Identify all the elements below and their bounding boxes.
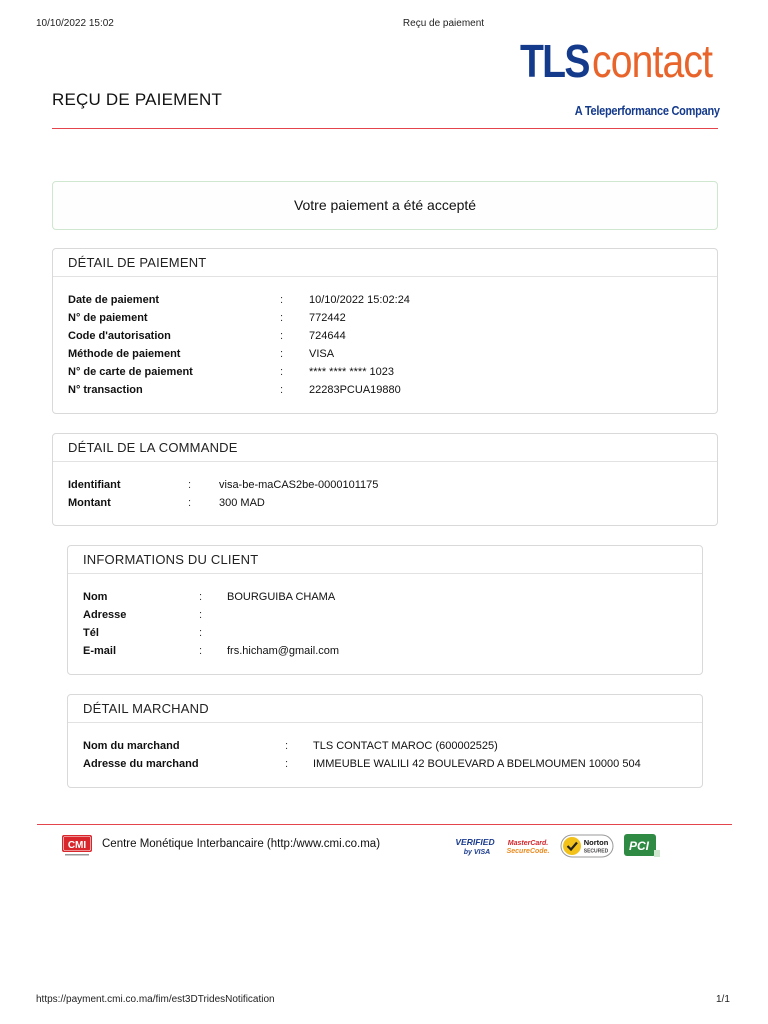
mastercard-securecode-badge [506, 832, 550, 860]
logo-tagline: A Teleperformance Company [574, 104, 720, 118]
payment-row-date [68, 292, 708, 308]
row-value: 10/10/2022 15:02:24 [309, 294, 410, 306]
logo-tls-text: TLS [520, 35, 589, 87]
pci-badge [623, 832, 661, 860]
client-info-heading: INFORMATIONS DU CLIENT [68, 546, 702, 574]
page-number: 1/1 [716, 994, 730, 1005]
row-label: Tél [83, 627, 99, 639]
print-datetime: 10/10/2022 15:02 [36, 18, 114, 29]
client-row-name [83, 589, 693, 605]
payment-row-transaction [68, 382, 708, 398]
row-value: BOURGUIBA CHAMA [227, 591, 336, 603]
row-label: Montant [68, 497, 111, 509]
norton-secured-badge [560, 832, 614, 860]
print-doc-title: Reçu de paiement [402, 18, 485, 29]
row-label: N° de paiement [68, 312, 148, 324]
row-label: N° transaction [68, 384, 143, 396]
row-colon: : [280, 366, 284, 378]
row-value: frs.hicham@gmail.com [227, 645, 340, 657]
row-label: N° de carte de paiement [68, 366, 193, 378]
payment-row-number [68, 310, 708, 326]
securecode-text: SecureCode. [506, 848, 550, 855]
page-url: https://payment.cmi.co.ma/fim/est3DTridesNotification [36, 994, 275, 1005]
payment-detail-heading: DÉTAIL DE PAIEMENT [53, 249, 717, 277]
tlscontact-logo [520, 30, 722, 125]
merchant-detail-heading: DÉTAIL MARCHAND [68, 695, 702, 723]
row-value: 772442 [309, 312, 346, 324]
verified-text: VERIFIED [455, 837, 495, 847]
row-value: 300 MAD [219, 497, 265, 509]
payment-accepted-message: Votre paiement a été accepté [293, 197, 477, 213]
title-divider [52, 128, 718, 129]
order-row-amount [68, 495, 708, 511]
row-label: Identifiant [68, 479, 121, 491]
merchant-row-name [83, 738, 693, 754]
verified-by-visa-badge [454, 832, 496, 860]
payment-detail-card [52, 248, 718, 414]
norton-check-icon [563, 837, 581, 855]
row-colon: : [188, 497, 192, 509]
payment-row-card-number [68, 364, 708, 380]
row-colon: : [199, 591, 203, 603]
row-value: IMMEUBLE WALILI 42 BOULEVARD A BDELMOUMEN 10000 504 [313, 758, 641, 770]
row-colon: : [199, 609, 203, 621]
row-colon: : [188, 479, 192, 491]
row-value: visa-be-maCAS2be-0000101175 [219, 479, 379, 491]
row-value: 22283PCUA19880 [309, 384, 401, 396]
client-row-email [83, 643, 693, 659]
pci-text: PCI [628, 839, 650, 853]
cmi-logo [62, 834, 92, 858]
row-label: Adresse du marchand [83, 758, 199, 770]
by-visa-text: by VISA [463, 849, 491, 856]
row-value: VISA [309, 348, 335, 360]
row-colon: : [280, 294, 284, 306]
row-value: TLS CONTACT MAROC (600002525) [313, 740, 498, 752]
row-label: Adresse [83, 609, 127, 621]
page-title: REÇU DE PAIEMENT [52, 90, 223, 109]
row-colon: : [285, 740, 289, 752]
row-colon: : [280, 330, 284, 342]
logo-contact-text: contact [592, 35, 713, 87]
merchant-detail-card [67, 694, 703, 788]
row-colon: : [285, 758, 289, 770]
row-label: Date de paiement [68, 294, 160, 306]
merchant-row-address [83, 756, 693, 772]
row-label: Code d'autorisation [68, 330, 171, 342]
row-label: E-mail [83, 645, 117, 657]
order-detail-card [52, 433, 718, 526]
row-colon: : [199, 627, 203, 639]
order-detail-heading: DÉTAIL DE LA COMMANDE [53, 434, 717, 462]
payment-row-auth-code [68, 328, 708, 344]
client-info-card [67, 545, 703, 675]
row-label: Nom [83, 591, 108, 603]
order-row-identifier [68, 477, 708, 493]
row-label: Méthode de paiement [68, 348, 181, 360]
mastercard-text: MasterCard. [507, 840, 549, 847]
cmi-logo-text: CMI [67, 840, 87, 851]
row-colon: : [280, 312, 284, 324]
row-colon: : [199, 645, 203, 657]
row-colon: : [280, 384, 284, 396]
row-value: **** **** **** 1023 [309, 366, 395, 378]
row-label: Nom du marchand [83, 740, 180, 752]
row-colon: : [280, 348, 284, 360]
norton-text: Norton [583, 838, 609, 847]
client-row-phone [83, 625, 693, 641]
secured-text: SECURED [583, 848, 609, 855]
row-value: 724644 [309, 330, 346, 342]
cmi-text: Centre Monétique Interbancaire (http:/www.cmi.co.ma) [102, 838, 381, 850]
payment-row-method [68, 346, 708, 362]
client-row-address [83, 607, 693, 623]
payment-accepted-banner [52, 181, 718, 230]
footer-divider [37, 824, 732, 825]
